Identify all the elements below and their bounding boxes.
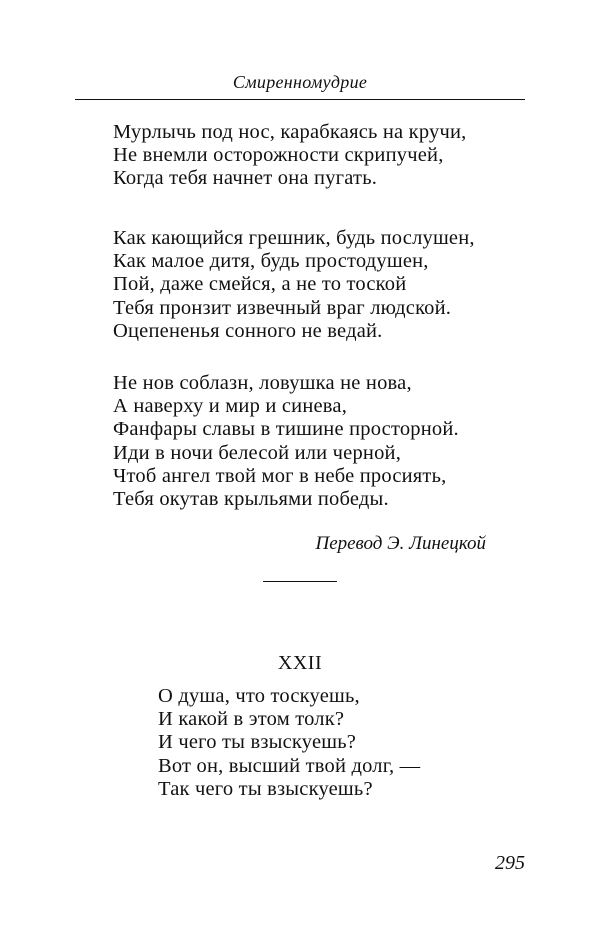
stanza-xxii	[158, 685, 420, 801]
poem-number: XXII	[277, 652, 323, 674]
stanza-2	[113, 227, 475, 343]
verse-line: Иди в ночи белесой или черной,	[113, 441, 402, 464]
verse-line: Так чего ты взыскуешь?	[158, 777, 373, 800]
verse-line: И какой в этом толк?	[158, 708, 345, 731]
page-number: 295	[495, 852, 525, 874]
verse-line: А наверху и мир и синева,	[113, 395, 348, 418]
translator-attribution: Перевод Э. Линецкой	[315, 533, 486, 554]
verse-line: О душа, что тоскуешь,	[158, 685, 360, 707]
running-head: Смиренномудрие	[232, 72, 368, 92]
verse-line: Мурлычь под нос, карабкаясь на кручи,	[113, 121, 467, 143]
verse-line: Чтоб ангел твой мог в небе просиять,	[113, 464, 447, 487]
verse-line: Вот он, высший твой долг, —	[158, 754, 421, 777]
verse-line: Фанфары славы в тишине просторной.	[113, 418, 459, 441]
verse-line: Как кающийся грешник, будь послушен,	[113, 227, 475, 249]
verse-line: Как малое дитя, будь простодушен,	[113, 250, 429, 273]
verse-line: Пой, даже смейся, а не то тоской	[113, 273, 407, 296]
header-rule	[75, 99, 525, 100]
verse-line: И чего ты взыскуешь?	[158, 731, 357, 754]
stanza-1	[113, 121, 466, 191]
verse-line: Не внемли осторожности скрипучей,	[113, 144, 444, 167]
verse-line: Тебя окутав крыльями победы.	[113, 488, 389, 511]
verse-line: Оцепененья сонного не ведай.	[113, 319, 383, 342]
section-divider	[263, 581, 337, 582]
stanza-3	[113, 372, 459, 511]
verse-line: Не нов соблазн, ловушка не нова,	[113, 372, 412, 394]
verse-line: Когда тебя начнет она пугать.	[113, 167, 378, 190]
verse-line: Тебя пронзит извечный враг людской.	[113, 296, 452, 319]
